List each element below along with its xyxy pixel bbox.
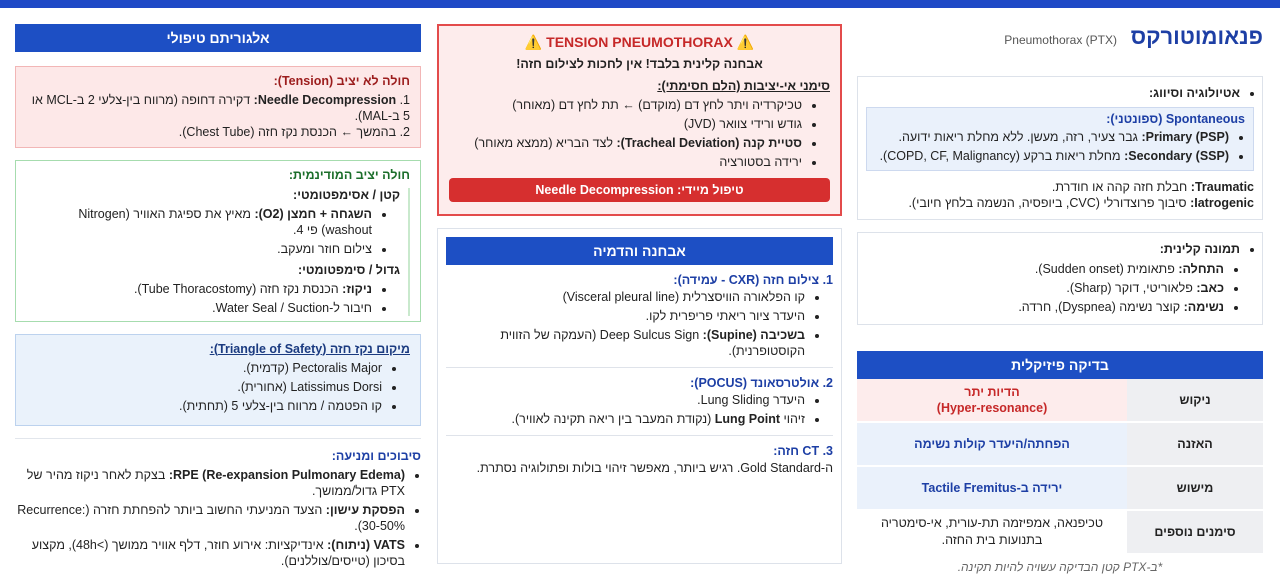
stable-title: חולה יציב המודינמית: <box>288 168 410 182</box>
ct-title: 3. CT חזה: <box>773 444 833 458</box>
iatrogenic-term: Iatrogenic: <box>1190 196 1254 210</box>
primary-term: Primary (PSP): <box>1141 130 1229 144</box>
pocus-section <box>446 376 833 427</box>
tension-sign: • סטיית קנה (Tracheal Deviation): לצד הבריא (ממצא מאוחר) <box>449 135 802 151</box>
tension-alert-box <box>437 24 842 216</box>
exam-table <box>857 379 1263 555</box>
breath-item <box>866 299 1224 315</box>
pain-text: פלאוריטי, דוקר (Sharp). <box>1066 281 1193 295</box>
traumatic-term: Traumatic: <box>1190 180 1254 194</box>
pocus-title: 2. אולטרסאונד (POCUS): <box>690 376 833 390</box>
list-item: • בשכיבה (Supine): Deep Sulcus Sign (העמקה של הזווית הקוסטופרנית). <box>446 327 805 359</box>
primary-text: גבר צעיר, רזה, מעשן. ללא מחלת ריאות ידועה. <box>898 130 1138 144</box>
etiology-panel <box>857 76 1263 220</box>
ct-text: ה-Gold Standard. רגיש ביותר, מאפשר זיהוי בולות ופתולוגיה נסתרת. <box>476 461 833 475</box>
list-item: • Pectoralis Major (קדמית). <box>26 360 382 376</box>
traumatic-line <box>866 179 1254 195</box>
onset-item <box>866 261 1224 277</box>
onset-text: פתאומית (Sudden onset). <box>1034 262 1175 276</box>
list-item: • Latissimus Dorsi (אחורית). <box>26 379 382 395</box>
secondary-item <box>875 148 1229 164</box>
list-item: • RPE (Re-expansion Pulmonary Edema): בצקת לאחר ניקוז מהיר של PTX גדול/ממושך. <box>15 467 405 499</box>
cxr-section <box>446 273 833 359</box>
etiology-heading: אטיולוגיה וסיווג: <box>1149 86 1240 100</box>
tension-signs-heading: סימני אי-יציבות (הלם חסימתי): <box>657 79 830 93</box>
list-item: • הפסקת עישון: הצעד המניעתי החשוב ביותר להפחתת חזרה (Recurrence: 30-50%). <box>15 502 405 534</box>
exam-heading: בדיקה פיזיקלית <box>857 351 1263 379</box>
cxr-title: 1. צילום חזה (CXR - עמידה): <box>673 273 833 287</box>
diagnosis-heading: אבחנה והדמיה <box>446 237 833 265</box>
list-item: • ניקוז: הכנסת נקז חזה (Tube Thoracostomy). <box>26 281 372 297</box>
traumatic-text: חבלת חזה קהה או חודרת. <box>1051 180 1188 194</box>
page-header <box>857 24 1263 58</box>
tension-title: ⚠️ TENSION PNEUMOTHORAX ⚠️ <box>524 34 755 50</box>
small-ptx-title: קטן / אסימפטומטי: <box>293 188 400 202</box>
tension-subtitle: אבחנה קלינית בלבד! אין לחכות לצילום חזה! <box>516 57 763 71</box>
complications-title: סיבוכים ומניעה: <box>331 449 421 463</box>
list-item: • היעדר Lung Sliding. <box>446 392 805 408</box>
clinical-panel <box>857 232 1263 325</box>
primary-item <box>875 129 1229 145</box>
exam-value: טכיפנאה, אמפיזמה תת-עורית, אי-סימטריה בתנועות בית החזה. <box>857 510 1127 554</box>
exam-note: *ב-PTX קטן הבדיקה עשויה להיות תקינה. <box>957 560 1163 574</box>
diagnosis-panel <box>437 228 842 564</box>
table-row <box>857 466 1263 510</box>
middle-column <box>437 24 842 564</box>
exam-key: סימנים נוספים <box>1127 510 1263 554</box>
tension-sign: • טכיקרדיה ויתר לחץ דם (מוקדם) ← תת לחץ דם (מאוחר) <box>449 97 802 113</box>
list-item: • היעדר ציור ריאתי פריפרית לקו. <box>446 308 805 324</box>
exam-section <box>857 351 1263 574</box>
safety-box <box>15 334 421 426</box>
divider <box>446 367 833 368</box>
exam-key: ניקוש <box>1127 379 1263 422</box>
left-column <box>15 24 421 572</box>
unstable-step-1: 1. Needle Decompression: דקירה דחופה (מרווח בין-צלעי 2 ב-MCL או 5 ב-MAL). <box>31 93 410 123</box>
table-row <box>857 422 1263 466</box>
iatrogenic-text: סיבוך פרוצדורלי (CVC, ביופסיה, הנשמה בלחץ חיובי). <box>908 196 1187 210</box>
breath-term: נשימה: <box>1183 300 1224 314</box>
exam-value: ירידה ב-Tactile Fremitus <box>857 466 1127 510</box>
table-row <box>857 379 1263 422</box>
list-item: • חיבור ל-Water Seal / Suction. <box>26 300 372 316</box>
unstable-title: חולה לא יציב (Tension): <box>273 74 410 88</box>
secondary-term: Secondary (SSP): <box>1124 149 1229 163</box>
algorithm-heading: אלגוריתם טיפולי <box>15 24 421 52</box>
exam-key: האזנה <box>1127 422 1263 466</box>
pain-item <box>866 280 1224 296</box>
list-item: • VATS (ניתוח): אינדיקציות: אירוע חוזר, דלף אוויר ממושך (>48h), מקצוע בסיכון (טייסים/צוללנים). <box>15 537 405 569</box>
list-item: • השגחה + חמצן (O2): מאיץ את ספיגת האוויר (Nitrogen washout) פי 4. <box>26 206 372 238</box>
secondary-text: מחלת ריאות ברקע (COPD, CF, Malignancy). <box>879 149 1121 163</box>
exam-key: מישוש <box>1127 466 1263 510</box>
right-column <box>857 24 1263 574</box>
table-row <box>857 510 1263 554</box>
list-item: • קו הפלאורה הוויסצרלית (Visceral pleural line) <box>446 289 805 305</box>
top-accent-bar <box>0 0 1280 8</box>
exam-value: הפחתה/היעדר קולות נשימה <box>857 422 1127 466</box>
needle-decompression-button[interactable]: טיפול מיידי: Needle Decompression <box>449 178 830 202</box>
stable-box <box>15 160 421 322</box>
list-item: • צילום חוזר ומעקב. <box>26 241 372 257</box>
tension-sign: • גודש ורידי צוואר (JVD) <box>449 116 802 132</box>
clinical-heading: תמונה קלינית: <box>1159 242 1240 256</box>
spontaneous-box <box>866 107 1254 171</box>
tension-sign: • ירידה בסטורציה <box>449 154 802 170</box>
exam-value: הדיות יתר (Hyper-resonance) <box>857 379 1127 422</box>
list-item: • זיהוי Lung Point (נקודת המעבר בין ריאה תקינה לאוויר). <box>446 411 805 427</box>
spontaneous-title: Spontaneous (ספונטני): <box>1106 112 1245 126</box>
divider <box>446 435 833 436</box>
iatrogenic-line <box>866 195 1254 211</box>
page-title: פנאומוטורקס <box>1130 24 1263 49</box>
safety-title: מיקום נקז חזה (Triangle of Safety): <box>209 342 410 356</box>
unstable-box <box>15 66 421 148</box>
onset-term: התחלה: <box>1178 262 1224 276</box>
large-ptx-title: גדול / סימפטומטי: <box>297 263 400 277</box>
unstable-step-2: 2. בהמשך ← הכנסת נקז חזה (Chest Tube). <box>178 125 410 139</box>
ct-section <box>446 444 833 475</box>
page-subtitle: Pneumothorax (PTX) <box>1004 33 1117 47</box>
pain-term: כאב: <box>1196 281 1224 295</box>
list-item: • קו הפטמה / מרווח בין-צלעי 5 (תחתית). <box>26 398 382 414</box>
breath-text: קוצר נשימה (Dyspnea), חרדה. <box>1018 300 1181 314</box>
complications-section <box>15 438 421 569</box>
